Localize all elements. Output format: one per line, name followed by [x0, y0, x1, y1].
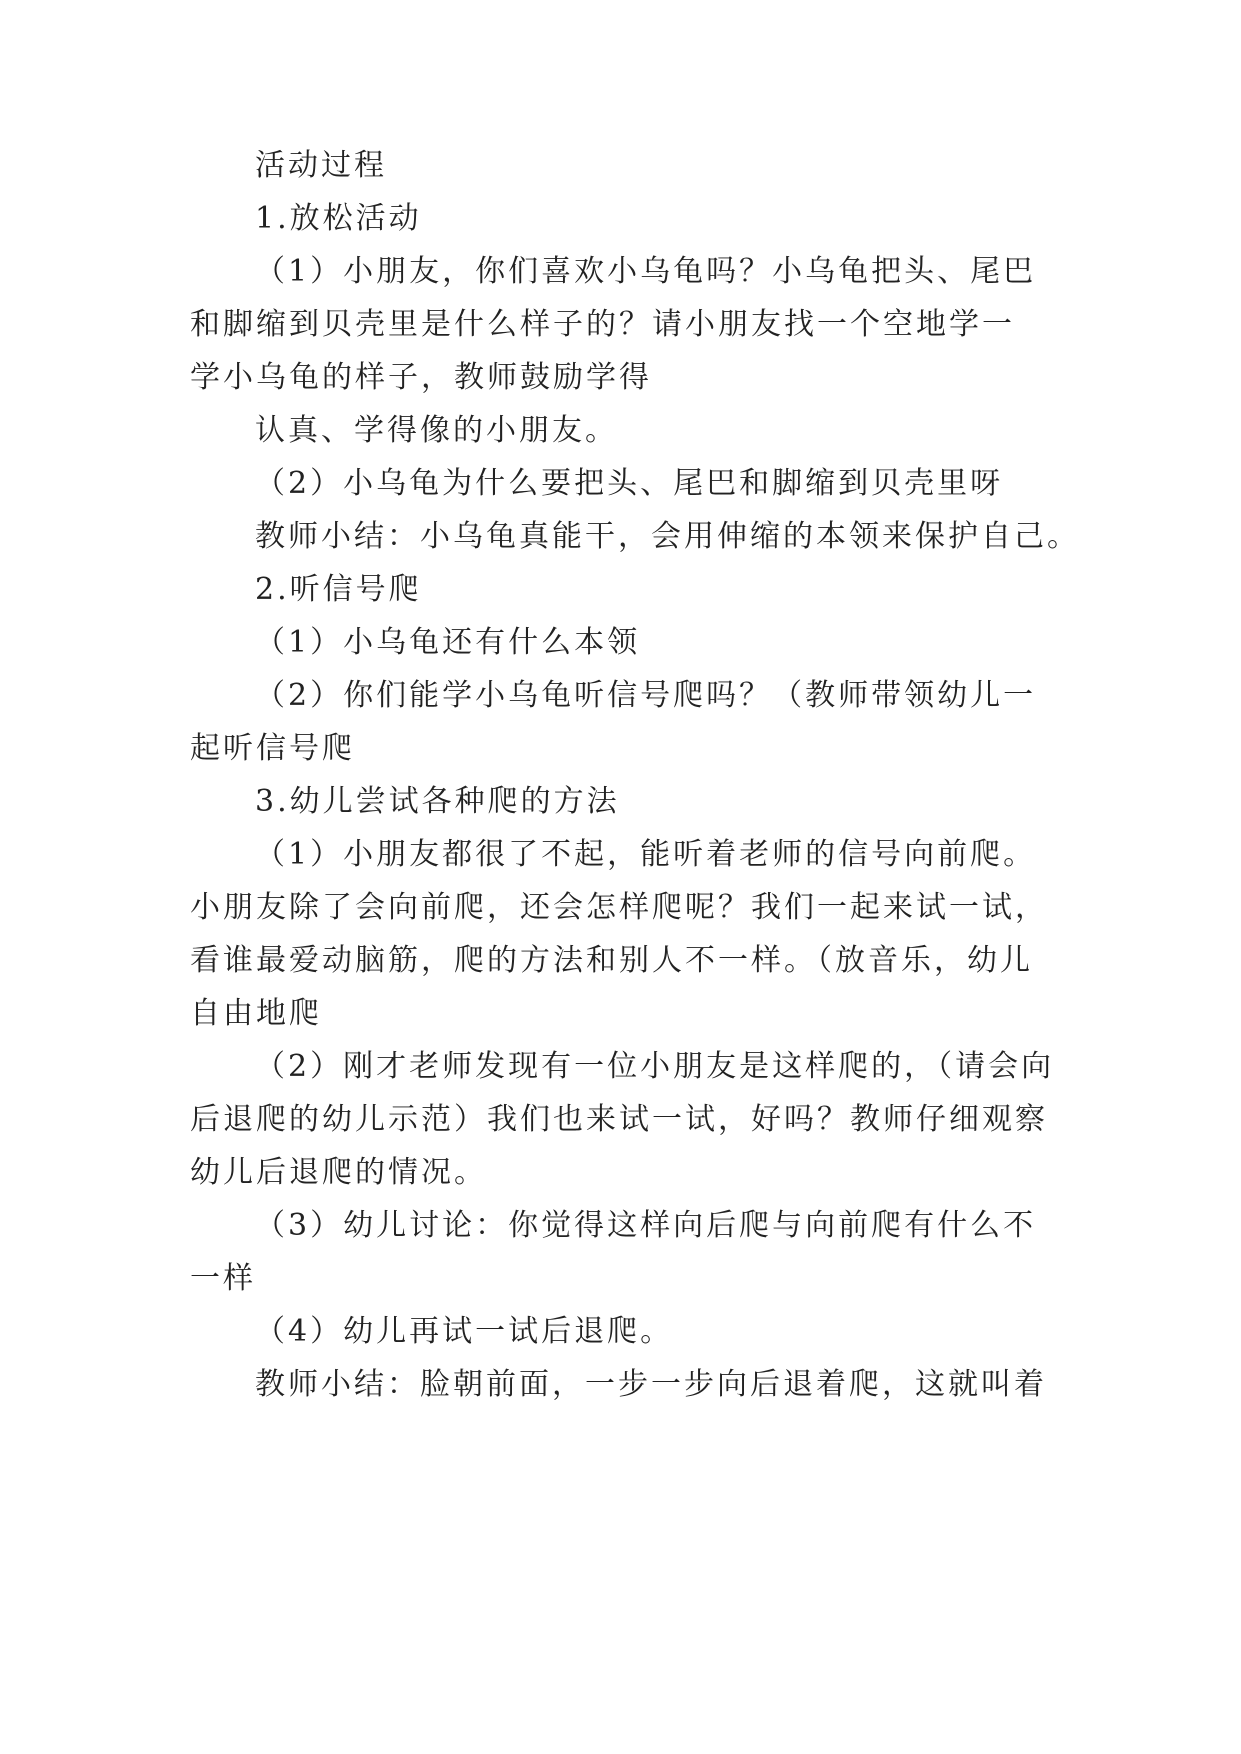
paragraph-line: （3）幼儿讨论：你觉得这样向后爬与向前爬有什么不 — [255, 1208, 1037, 1243]
subsection-heading: 2.听信号爬 — [255, 572, 422, 607]
paragraph-line: （4）幼儿再试一试后退爬。 — [255, 1314, 674, 1349]
paragraph-line: 和脚缩到贝壳里是什么样子的？请小朋友找一个空地学一 — [190, 307, 1015, 342]
paragraph-line: 看谁最爱动脑筋，爬的方法和别人不一样。（放音乐，幼儿 — [190, 943, 1033, 978]
paragraph-line: 一样 — [190, 1261, 256, 1296]
paragraph-line: （2）你们能学小乌龟听信号爬吗？（教师带领幼儿一 — [255, 678, 1037, 713]
paragraph-line: （1）小朋友都很了不起，能听着老师的信号向前爬。 — [255, 837, 1037, 872]
paragraph-line: 后退爬的幼儿示范）我们也来试一试，好吗？教师仔细观察 — [190, 1102, 1048, 1137]
paragraph-line: （2）刚才老师发现有一位小朋友是这样爬的，（请会向 — [255, 1049, 1055, 1084]
paragraph-line: 认真、学得像的小朋友。 — [255, 413, 618, 448]
paragraph-line: （1）小朋友，你们喜欢小乌龟吗？小乌龟把头、尾巴 — [255, 254, 1037, 289]
section-heading: 活动过程 — [255, 148, 387, 183]
paragraph-line: 学小乌龟的样子，教师鼓励学得 — [190, 360, 652, 395]
paragraph-line: 小朋友除了会向前爬，还会怎样爬呢？我们一起来试一试， — [190, 890, 1048, 925]
paragraph-line: 自由地爬 — [190, 996, 322, 1031]
subsection-heading: 1.放松活动 — [255, 201, 422, 236]
paragraph-line: 教师小结：脸朝前面，一步一步向后退着爬，这就叫着 — [255, 1367, 1047, 1402]
paragraph-line: 教师小结：小乌龟真能干，会用伸缩的本领来保护自己。 — [255, 519, 1080, 554]
paragraph-line: 幼儿后退爬的情况。 — [190, 1155, 487, 1190]
paragraph-line: 起听信号爬 — [190, 731, 355, 766]
paragraph-line: （1）小乌龟还有什么本领 — [255, 625, 641, 660]
paragraph-line: （2）小乌龟为什么要把头、尾巴和脚缩到贝壳里呀 — [255, 466, 1004, 501]
subsection-heading: 3.幼儿尝试各种爬的方法 — [255, 784, 620, 819]
